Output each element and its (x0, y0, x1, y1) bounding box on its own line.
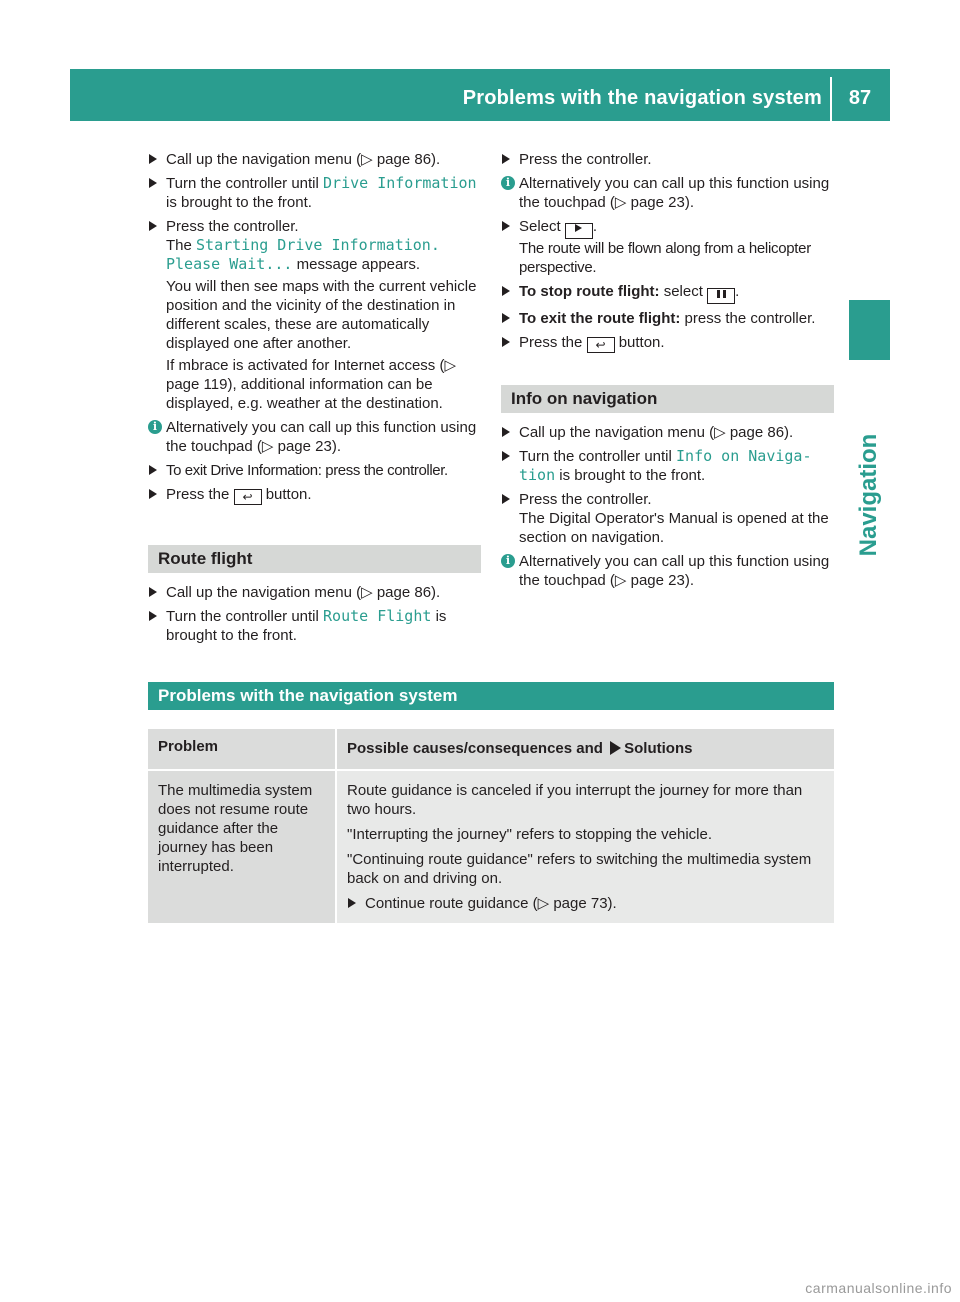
step-item: To exit the route flight: press the controller. (501, 309, 834, 328)
info-icon: i (501, 176, 515, 190)
right-column (501, 150, 834, 595)
display-text: Info on Naviga‐ (676, 447, 812, 465)
page-ref-text[interactable]: page 86). (372, 584, 441, 601)
problem-cell: The multimedia system does not resume route guidance after the journey has been interrupted. (148, 769, 335, 923)
step-item: Select . The route will be flown along from a helicopter perspective. (501, 217, 834, 277)
step-item (148, 461, 481, 480)
step-item: Continue route guidance (▷ page 73). (347, 894, 824, 913)
step-item: Press the controller. (501, 150, 834, 169)
page-number: 87 (848, 87, 872, 109)
display-text: Please Wait... (166, 255, 293, 273)
page-header (70, 69, 890, 121)
table-row (148, 769, 834, 923)
step-arrow-icon (149, 587, 157, 597)
info-note: i Alternatively you can call up this function using the touchpad (▷ page 23). (501, 552, 834, 590)
step-text: You will then see maps with the current vehicle position and the vicinity of the destination in different scales, these are automatically displayed one after another. (166, 278, 477, 352)
table-header-row (148, 729, 834, 769)
step-arrow-icon (502, 313, 510, 323)
page-ref-icon: ▷ (361, 151, 373, 168)
step-arrow-icon (149, 178, 157, 188)
step-item: Press the controller. The Digital Operator's Manual is opened at the section on navigation. (501, 490, 834, 547)
display-text: Route Flight (323, 607, 432, 625)
step-arrow-icon (502, 221, 510, 231)
back-key-icon: ↩ (587, 337, 615, 353)
solution-cell: Route guidance is canceled if you interrupt the journey for more than two hours. "Interrupting the journey" refers to stopping the vehicle. "Continuing route guidance" refers to switching the multimedia system back on and driving on. Continue route guidance (▷ page 73). (335, 769, 834, 923)
step-arrow-icon (149, 465, 157, 475)
page-ref-icon: ▷ (444, 357, 456, 374)
side-tab (849, 300, 890, 360)
step-item (148, 217, 481, 413)
step-text: If mbrace is activated for Internet access (▷ page 119), additional information can be displayed, e.g. weather at the destination. (166, 357, 456, 412)
step-text: To exit Drive Information: press the controller. (166, 462, 448, 479)
arrow-icon (610, 741, 621, 755)
page-ref-icon: ▷ (537, 895, 550, 912)
page-ref-icon: ▷ (714, 424, 726, 441)
step-item (148, 150, 481, 169)
step-arrow-icon (149, 154, 157, 164)
step-arrow-icon (149, 221, 157, 231)
step-item: Press the ↩ button. (148, 485, 481, 505)
step-arrow-icon (502, 494, 510, 504)
step-arrow-icon (502, 286, 510, 296)
page-ref-icon: ▷ (614, 572, 627, 589)
step-arrow-icon (502, 451, 510, 461)
page-ref-text[interactable]: page 73). (549, 895, 617, 912)
column-header-solutions: Possible causes/consequences and Solutions (335, 729, 834, 769)
play-key-icon (565, 223, 593, 239)
page-ref-icon: ▷ (261, 438, 274, 455)
watermark: carmanualsonline.info (805, 1280, 952, 1296)
section-heading-route-flight: Route flight (148, 545, 481, 573)
step-text: The (166, 237, 197, 254)
step-arrow-icon (502, 427, 510, 437)
display-text: Starting Drive Information. (196, 236, 440, 254)
step-item: Call up the navigation menu (▷ page 86). (501, 423, 834, 442)
page-ref-text[interactable]: page 86). (372, 151, 441, 168)
left-column (148, 150, 481, 650)
page-ref-icon: ▷ (361, 584, 373, 601)
step-arrow-icon (502, 337, 510, 347)
header-divider (830, 77, 832, 121)
side-label: Navigation (855, 433, 882, 557)
info-icon: i (501, 554, 515, 568)
step-item: Call up the navigation menu (▷ page 86). (148, 583, 481, 602)
header-title: Problems with the navigation system (462, 87, 822, 109)
troubleshooting-table (148, 729, 834, 923)
step-item: Press the ↩ button. (501, 333, 834, 353)
step-text: message appears. (292, 256, 421, 273)
info-note: i Alternatively you can call up this function using the touchpad (▷ page 23). (148, 418, 481, 456)
step-text: is brought to the front. (166, 194, 312, 211)
step-item (148, 174, 481, 212)
step-arrow-icon (149, 489, 157, 499)
step-arrow-icon (502, 154, 510, 164)
section-heading-problems: Problems with the navigation system (148, 682, 834, 710)
page-ref-icon: ▷ (614, 194, 627, 211)
pause-key-icon (707, 288, 735, 304)
step-text: Call up the navigation menu ( (166, 151, 362, 168)
column-header-problem: Problem (148, 729, 335, 769)
step-text: Press the controller. (166, 218, 299, 235)
step-item: To stop route flight: select . (501, 282, 834, 304)
display-text: tion (519, 466, 556, 484)
step-arrow-icon (149, 611, 157, 621)
back-key-icon: ↩ (234, 489, 262, 505)
step-item: Turn the controller until Route Flight is brought to the front. (148, 607, 481, 645)
section-heading-info-on-navigation: Info on navigation (501, 385, 834, 413)
step-arrow-icon (348, 898, 356, 908)
step-item: Turn the controller until Info on Naviga‐ tion is brought to the front. (501, 447, 834, 485)
step-text: Turn the controller until (166, 175, 324, 192)
info-icon: i (148, 420, 162, 434)
info-note: i Alternatively you can call up this function using the touchpad (▷ page 23). (501, 174, 834, 212)
page-ref-text[interactable]: page 86). (725, 424, 794, 441)
display-text: Drive Information (323, 174, 477, 192)
